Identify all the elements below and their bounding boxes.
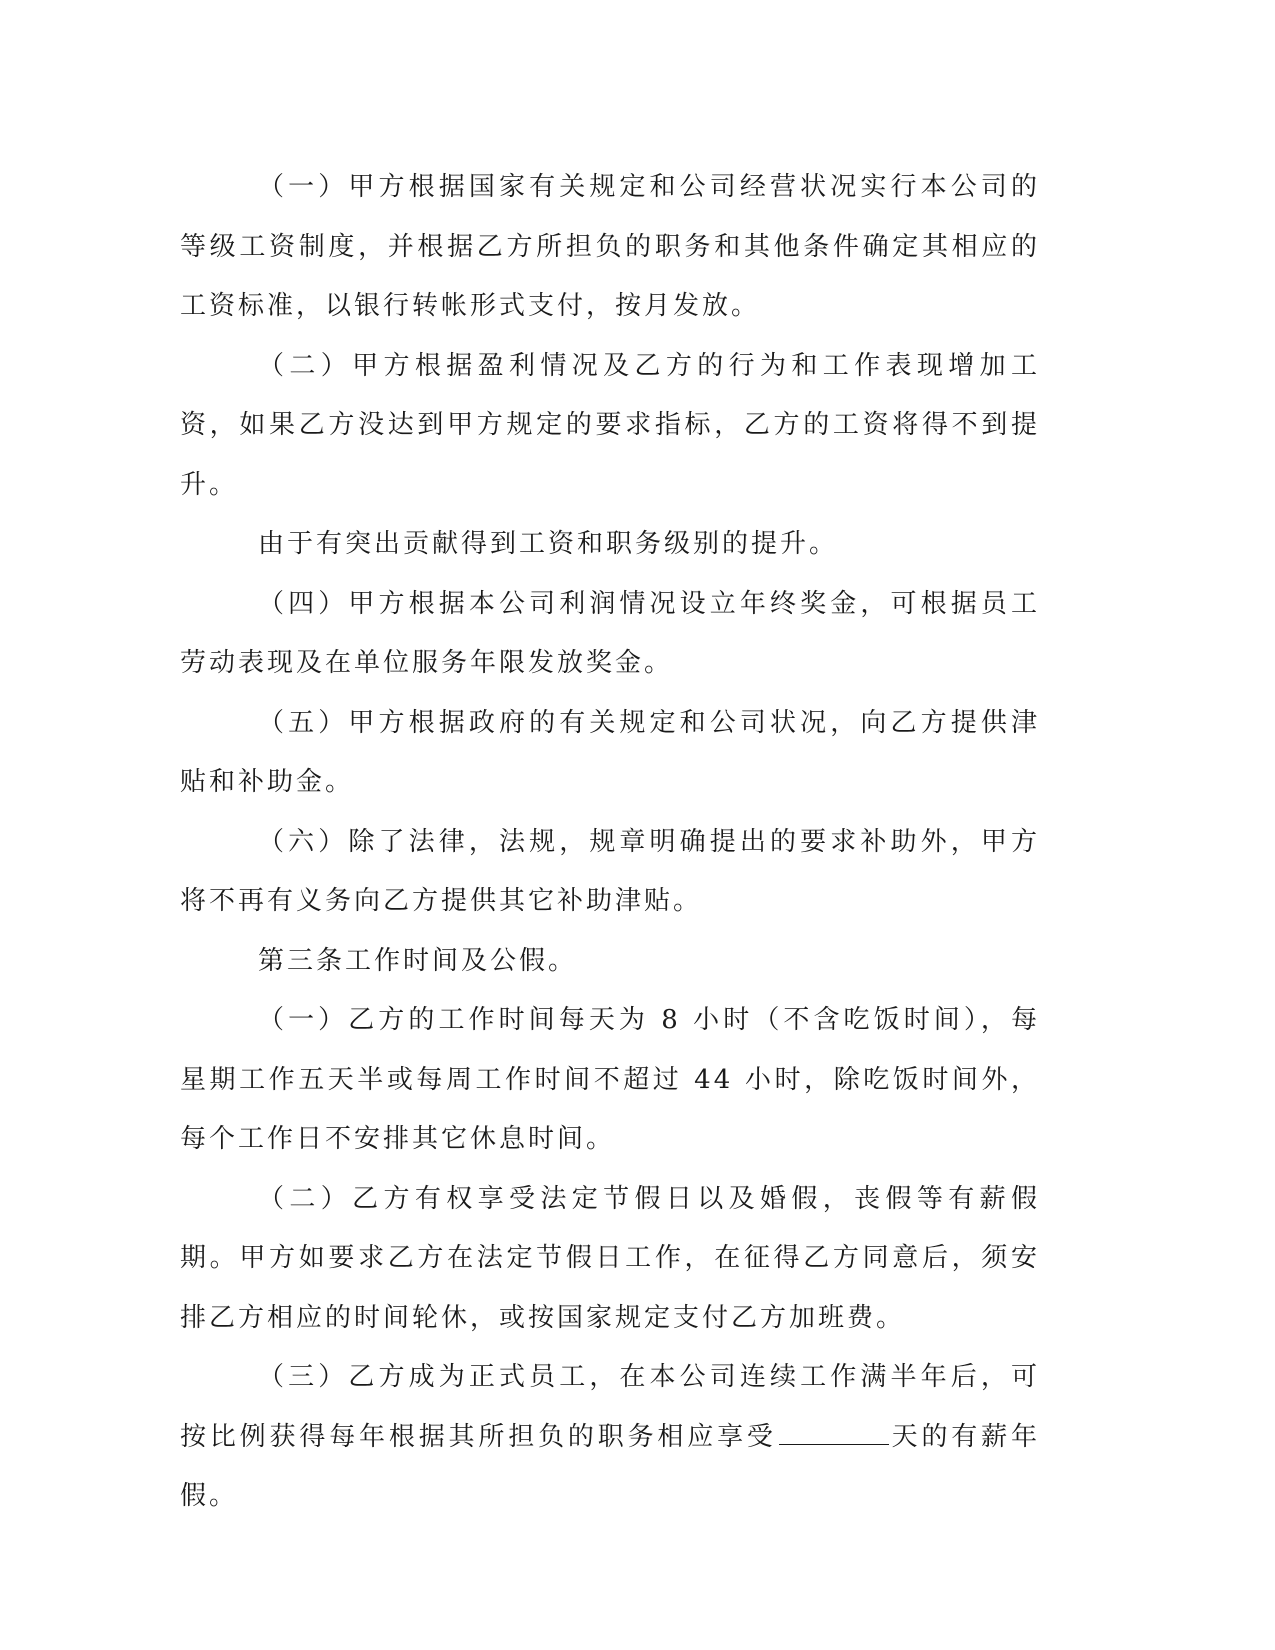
annual-leave-text-after: 天的有薪年假。 bbox=[180, 1421, 1040, 1511]
paragraph-no-other-subsidy: （六）除了法律，法规，规章明确提出的要求补助外，甲方将不再有义务向乙方提供其它补助津贴。 bbox=[180, 826, 1040, 916]
paragraph-allowance: （五）甲方根据政府的有关规定和公司状况，向乙方提供津贴和补助金。 bbox=[180, 707, 1040, 797]
section-heading-working-hours: 第三条工作时间及公假。 bbox=[258, 945, 578, 976]
paragraph-wage-increase: （二）甲方根据盈利情况及乙方的行为和工作表现增加工资，如果乙方没达到甲方规定的要求指标，乙方的工资将得不到提升。 bbox=[180, 350, 1040, 500]
annual-leave-text-before: （三）乙方成为正式员工，在本公司连续工作满半年后，可按比例获得每年根据其所担负的职务相应享受 bbox=[180, 1362, 1040, 1452]
document-body bbox=[180, 158, 1040, 1527]
paragraph-wage-system: （一）甲方根据国家有关规定和公司经营状况实行本公司的等级工资制度，并根据乙方所担负的职务和其他条件确定其相应的工资标准，以银行转帐形式支付，按月发放。 bbox=[180, 172, 1040, 321]
paragraph-annual-leave bbox=[180, 1348, 1040, 1527]
paragraph-year-end-bonus: （四）甲方根据本公司利润情况设立年终奖金，可根据员工劳动表现及在单位服务年限发放奖金。 bbox=[180, 588, 1040, 678]
paragraph-promotion: 由于有突出贡献得到工资和职务级别的提升。 bbox=[258, 529, 839, 559]
paragraph-paid-holidays: （二）乙方有权享受法定节假日以及婚假，丧假等有薪假期。甲方如要求乙方在法定节假日工作，在征得乙方同意后，须安排乙方相应的时间轮休，或按国家规定支付乙方加班费。 bbox=[180, 1183, 1040, 1333]
annual-leave-days-blank bbox=[779, 1422, 889, 1445]
paragraph-working-hours: （一）乙方的工作时间每天为 8 小时（不含吃饭时间），每星期工作五天半或每周工作时间不超过 44 小时，除吃饭时间外，每个工作日不安排其它休息时间。 bbox=[180, 1005, 1040, 1154]
